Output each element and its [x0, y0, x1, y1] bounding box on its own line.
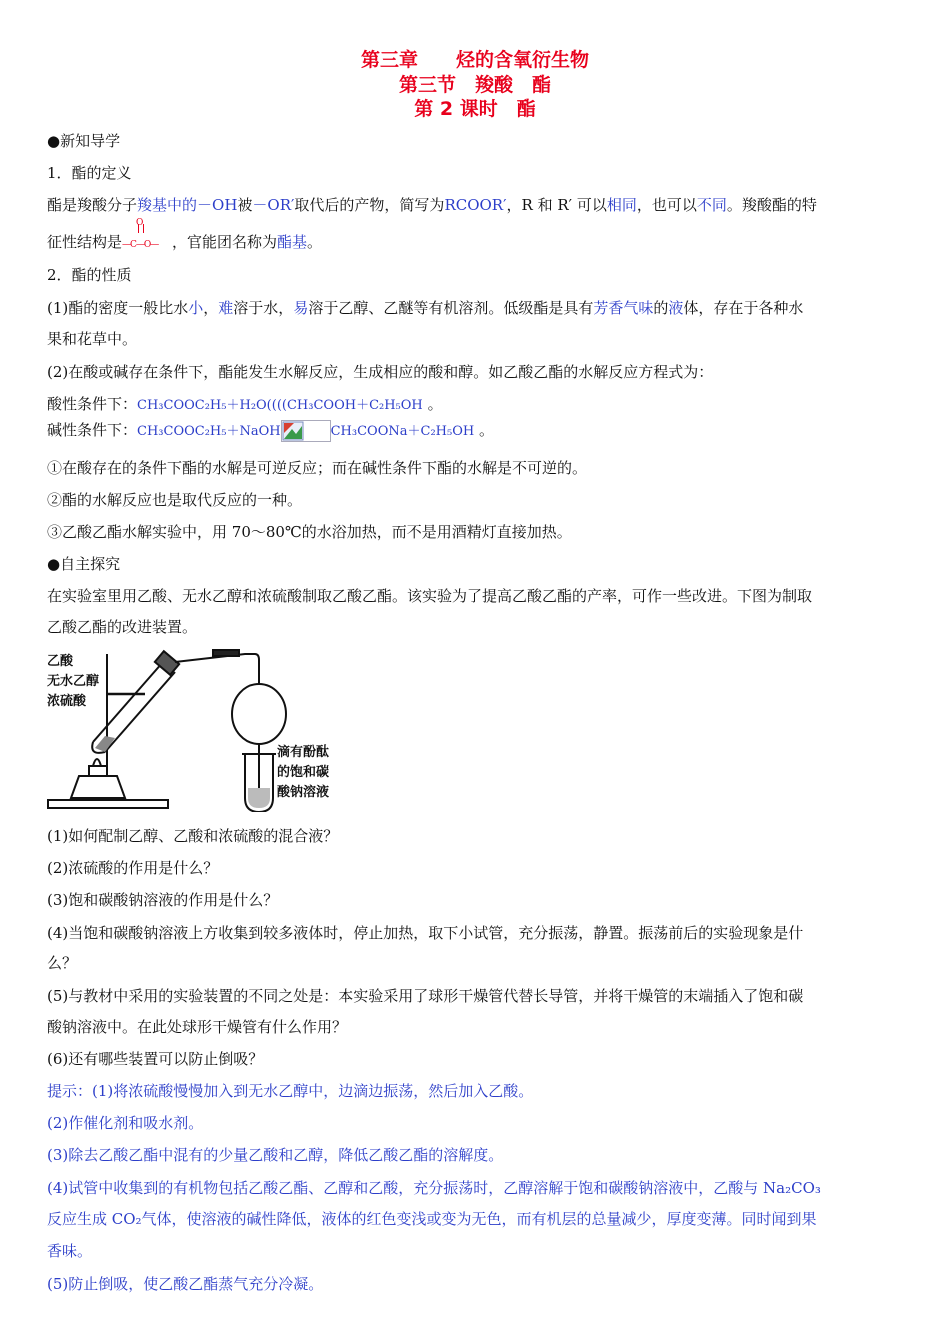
text: 。 — [427, 395, 443, 413]
answer-text: 难 — [218, 299, 234, 317]
solution-label-1: 滴有酚酞 — [277, 745, 330, 760]
text: 的 — [653, 299, 669, 317]
base-hydrolysis — [47, 420, 494, 442]
answer-text: 羧基中的－OH — [137, 196, 238, 214]
solution-label-2: 的饱和碳 — [277, 765, 330, 780]
base-label: 碱性条件下： — [47, 421, 138, 439]
answer-text: 小 — [188, 299, 204, 317]
note-3: ③乙酸乙酯水解实验中，用 70～80℃的水浴加热，而不是用酒精灯直接加热。 — [47, 523, 572, 541]
ester-structure-formula — [122, 218, 172, 253]
answer-text: RCOOR′ — [444, 196, 507, 214]
text: 酯是羧酸分子 — [47, 196, 138, 214]
text: ，R 和 R′ 可以 — [506, 196, 607, 214]
acid-label: 酸性条件下： — [47, 395, 138, 413]
ester-chain: —C—O— — [122, 240, 159, 250]
question-1: (1)如何配制乙醇、乙酸和浓硫酸的混合液？ — [47, 827, 339, 845]
text: 。 — [307, 233, 323, 251]
text: ，官能团名称为 — [172, 233, 278, 251]
base-equation-left: CH₃COOC₂H₅＋NaOH — [137, 424, 281, 439]
broken-image-icon — [281, 420, 331, 442]
text: 征性结构是 — [47, 233, 123, 251]
oxygen-label: O — [136, 218, 144, 228]
hint-1: 提示：(1)将浓硫酸慢慢加入到无水乙醇中，边滴边振荡，然后加入乙酸。 — [47, 1082, 534, 1100]
explore-heading: ●自主探究 — [47, 555, 121, 573]
property-1-line-1 — [47, 298, 803, 318]
hint-4-line-3: 香味。 — [47, 1242, 93, 1260]
note-1: ①在酸存在的条件下酯的水解是可逆反应；而在碱性条件下酯的水解是不可逆的。 — [47, 459, 588, 477]
text: (1)酯的密度一般比水 — [47, 299, 189, 317]
apparatus-diagram — [45, 648, 335, 812]
text: 取代后的产物，简写为 — [294, 196, 445, 214]
property-title: 2．酯的性质 — [47, 266, 132, 284]
reagent-label-1: 乙酸 — [47, 654, 74, 669]
text: 体，存在于各种水 — [683, 299, 804, 317]
explore-intro-2: 乙酸乙酯的改进装置。 — [47, 618, 198, 636]
question-2: (2)浓硫酸的作用是什么？ — [47, 859, 219, 877]
chapter-title: 第三章 烃的含氧衍生物 — [360, 49, 589, 71]
hint-2: (2)作催化剂和吸水剂。 — [47, 1114, 204, 1132]
hint-4-line-1: (4)试管中收集到的有机物包括乙酸乙酯、乙醇和乙酸，充分振荡时，乙醇溶解于饱和碳酸钠溶液中，乙酸与 Na₂CO₃ — [47, 1179, 821, 1197]
question-6: (6)还有哪些装置可以防止倒吸？ — [47, 1050, 264, 1068]
acid-hydrolysis — [47, 394, 443, 416]
question-5-line-1: (5)与教材中采用的实验装置的不同之处是：本实验采用了球形干燥管代替长导管，并将干燥管的末端插入了饱和碳 — [47, 987, 804, 1005]
answer-text: －OR′ — [252, 196, 295, 214]
text: 溶于水， — [233, 299, 294, 317]
base-equation-right: CH₃COONa＋C₂H₅OH — [330, 424, 475, 439]
property-2: (2)在酸或碱存在条件下，酯能发生水解反应，生成相应的酸和醇。如乙酸乙酯的水解反应方程式为： — [47, 363, 714, 381]
answer-text: 不同 — [696, 196, 727, 214]
double-bond-mark — [138, 224, 144, 233]
answer-text: 液 — [668, 299, 684, 317]
text: 溶于乙醇、乙醚等有机溶剂。低级酯是具有 — [308, 299, 594, 317]
section-title: 第三节 羧酸 酯 — [398, 74, 551, 96]
question-3: (3)饱和碳酸钠溶液的作用是什么？ — [47, 891, 279, 909]
answer-text: 芳香气味 — [593, 299, 654, 317]
solution-label-3: 酸钠溶液 — [277, 785, 330, 800]
answer-text: 酯基 — [277, 233, 308, 251]
question-4-line-2: 么？ — [47, 954, 78, 972]
apparatus-drawing — [45, 648, 335, 812]
reagent-label-3: 浓硫酸 — [47, 694, 87, 709]
explore-intro-1: 在实验室里用乙酸、无水乙醇和浓硫酸制取乙酸乙酯。该实验为了提高乙酸乙酯的产率，可作一些改进。下图为制取 — [47, 587, 813, 605]
text: 。 — [478, 421, 494, 439]
hint-3: (3)除去乙酸乙酯中混有的少量乙酸和乙醇，降低乙酸乙酯的溶解度。 — [47, 1146, 504, 1164]
answer-text: 易 — [293, 299, 309, 317]
property-1-line-2: 果和花草中。 — [47, 330, 138, 348]
text: ，也可以 — [636, 196, 697, 214]
question-5-line-2: 酸钠溶液中。在此处球形干燥管有什么作用？ — [47, 1018, 348, 1036]
question-4-line-1: (4)当饱和碳酸钠溶液上方收集到较多液体时，停止加热，取下小试管，充分振荡，静置。振荡前后的实验现象是什 — [47, 924, 804, 942]
hint-4-line-2: 反应生成 CO₂气体，使溶液的碱性降低，液体的红色变浅或变为无色，而有机层的总量减少，厚度变薄。同时闻到果 — [47, 1210, 817, 1228]
definition-line-1 — [47, 195, 817, 215]
new-knowledge-heading: ●新知导学 — [47, 132, 121, 150]
reagent-label-2: 无水乙醇 — [47, 674, 100, 689]
lesson-title: 第 2 课时 酯 — [414, 98, 536, 120]
text: 被 — [237, 196, 253, 214]
definition-line-2 — [47, 218, 323, 253]
answer-text: 相同 — [606, 196, 637, 214]
note-2: ②酯的水解反应也是取代反应的一种。 — [47, 491, 303, 509]
text: 。羧酸酯的特 — [726, 196, 817, 214]
hint-5: (5)防止倒吸，使乙酸乙酯蒸气充分冷凝。 — [47, 1275, 324, 1293]
acid-equation: CH₃COOC₂H₅＋H₂O((((CH₃COOH＋C₂H₅OH — [137, 398, 423, 413]
text: ， — [203, 299, 219, 317]
definition-title: 1．酯的定义 — [47, 164, 132, 182]
